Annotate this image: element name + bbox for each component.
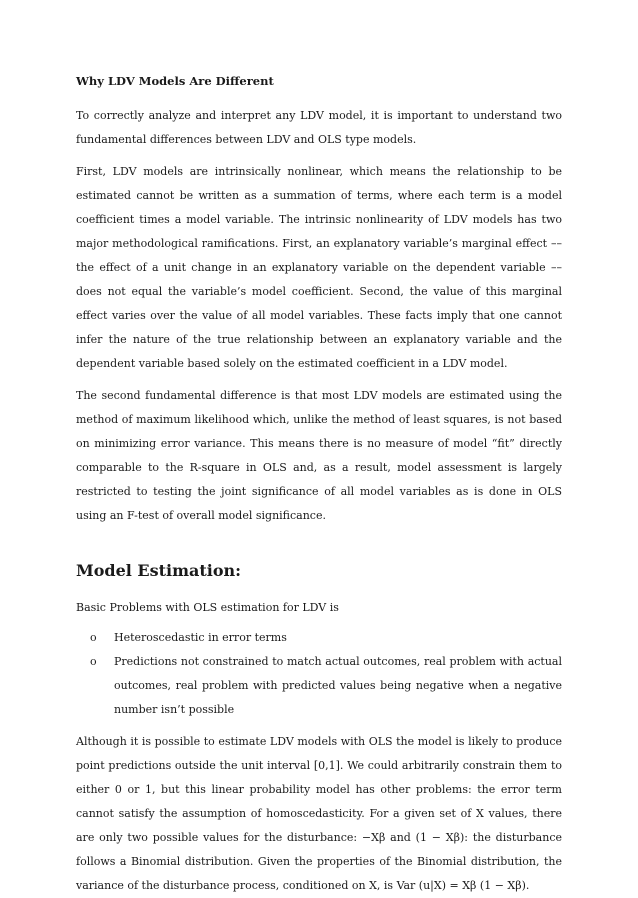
list-item [90, 650, 562, 722]
section-heading-why-ldv: Why LDV Models Are Different [76, 74, 274, 88]
paragraph-basic-problems: Basic Problems with OLS estimation for LDV is [76, 601, 339, 614]
bullet-marker: o [90, 631, 97, 644]
paragraph-max-likelihood: The second fundamental difference is that most LDV models are estimated using the method of maximum likelihood which, unlike the method of least squares, is not based on minimizing error variance. This means there is no measure of model “fit” directly comparable to the R-square in OLS and, as a result, model assessment is largely restricted to testing the joint significance of all model variables as is done in OLS using an F-test of overall model significance. [76, 389, 562, 522]
bullet-marker: o [90, 655, 97, 668]
list-item-text: Predictions not constrained to match actual outcomes, real problem with actual outcomes, real problem with predicted values being negative when a negative number isn’t possible [114, 655, 562, 716]
section-heading-model-estimation: Model Estimation: [76, 561, 242, 580]
paragraph-linear-probability: Although it is possible to estimate LDV models with OLS the model is likely to produce point predictions outside the unit interval [0,1]. We could arbitrarily constrain them to either 0 or 1, but this linear probability model has other problems: the error term cannot satisfy the assumption of homoscedasticity. For a given set of X values, there are only two possible values for the disturbance: −Xβ and (1 − Xβ): the disturbance follows a Binomial distribution. Given the properties of the Binomial distribution, the variance of the disturbance process, conditioned on X, is Var (u|X) = Xβ (1 − Xβ). [76, 735, 562, 892]
list-item-text: Heteroscedastic in error terms [114, 631, 287, 644]
list-item [90, 626, 562, 650]
problem-list [76, 626, 562, 722]
paragraph-intro: To correctly analyze and interpret any LDV model, it is important to understand two fundamental differences between LDV and OLS type models. [76, 109, 562, 146]
paragraph-nonlinear: First, LDV models are intrinsically nonlinear, which means the relationship to be estimated cannot be written as a summation of terms, where each term is a model coefficient times a model variable. The intrinsic nonlinearity of LDV models has two major methodological ramifications. First, an explanatory variable’s marginal effect –– the effect of a unit change in an explanatory variable on the dependent variable –– does not equal the variable’s model coefficient. Second, the value of this marginal effect varies over the value of all model variables. These facts imply that one cannot infer the nature of the true relationship between an explanatory variable and the dependent variable based solely on the estimated coefficient in a LDV model. [76, 165, 562, 370]
